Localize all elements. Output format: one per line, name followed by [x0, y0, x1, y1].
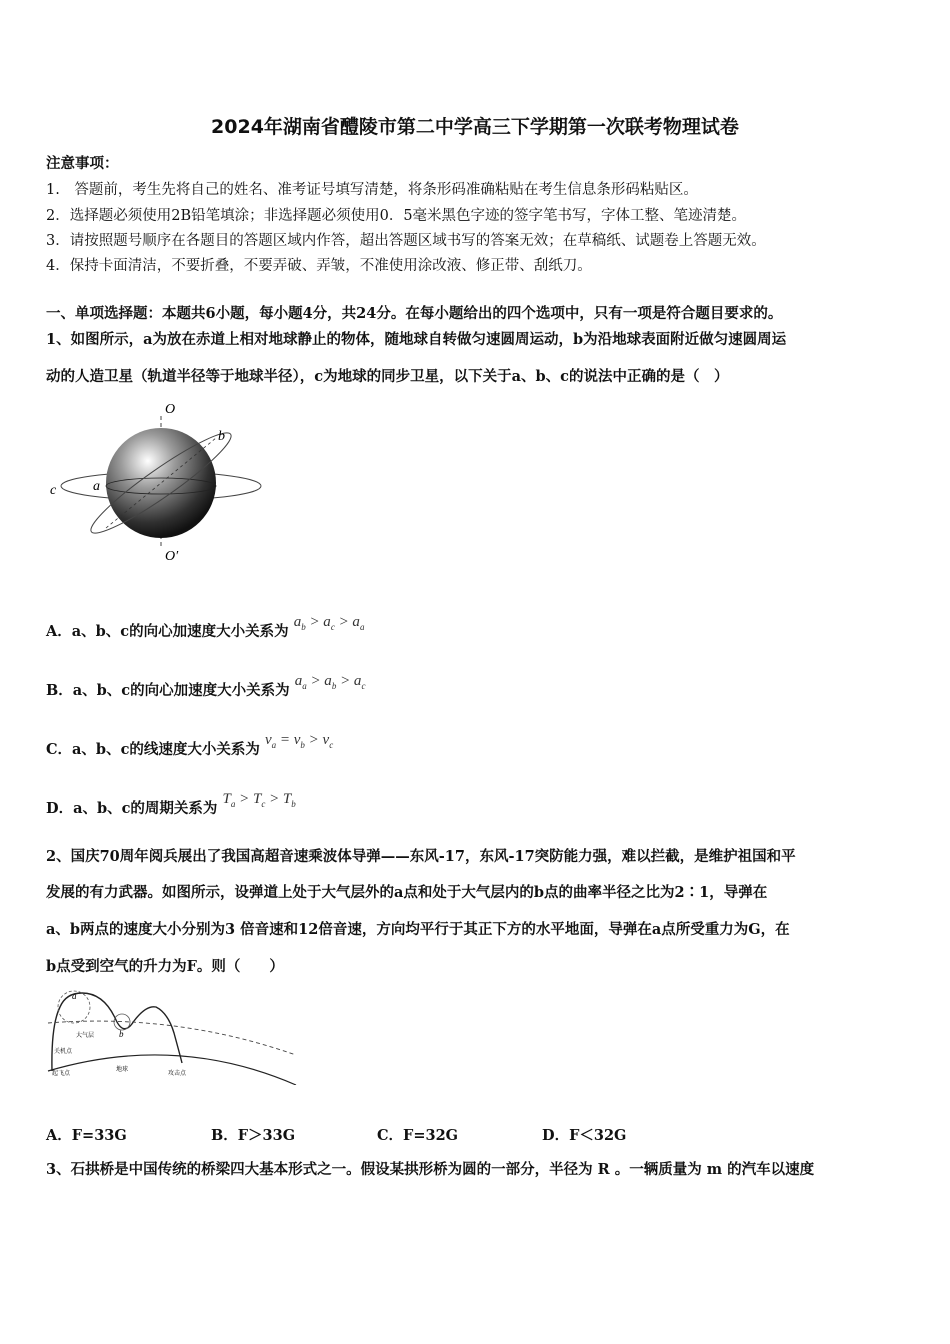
earth-sphere	[106, 428, 216, 538]
label-o: O	[165, 402, 176, 417]
label-ground: 地球	[116, 1067, 129, 1073]
option-math: $v_a = v_b > v_c$	[264, 732, 334, 750]
label-target: 攻击点	[168, 1071, 187, 1077]
q2-line: b点受到空气的升力为F。则（ ）	[46, 958, 284, 975]
trajectory	[52, 993, 182, 1071]
label-a: a	[93, 479, 100, 494]
option-text: A．a、b、c的向心加速度大小关系为	[46, 623, 289, 640]
label-shutdown: 关机点	[54, 1049, 73, 1055]
q2-line: a、b两点的速度大小分别为3 倍音速和12倍音速，方向均平行于其正下方的水平地面，导弹在a点所受重力为G，在	[46, 921, 790, 938]
label-b: b	[218, 429, 225, 444]
notice-heading: 注意事项：	[46, 155, 119, 172]
q1-option-a[interactable]	[46, 614, 365, 642]
q3-line: 3、石拱桥是中国传统的桥梁四大基本形式之一。假设某拱形桥为圆的一部分，半径为 R 。一辆质量为 m 的汽车以速度	[46, 1161, 815, 1178]
q1-earth-figure	[46, 398, 276, 568]
q1-line: 1、如图所示，a为放在赤道上相对地球静止的物体，随地球自转做匀速圆周运动，b为沿地球表面附近做匀速圆周运	[46, 331, 787, 348]
q2-line: 2、国庆70周年阅兵展出了我国高超音速乘波体导弹——东风-17，东风-17突防能力强，难以拦截，是维护祖国和平	[46, 848, 796, 865]
notice-item: 4．保持卡面清洁，不要折叠，不要弄破、弄皱，不准使用涂改液、修正带、刮纸刀。	[46, 258, 592, 274]
notice-item: 1. 答题前，考生先将自己的姓名、准考证号填写清楚，将条形码准确粘贴在考生信息条形码粘贴区。	[46, 182, 698, 198]
ground-arc	[48, 1055, 296, 1085]
q2-option-c[interactable]: C．F=32G	[377, 1127, 459, 1144]
label-takeoff: 起飞点	[52, 1071, 71, 1077]
label-atmosphere: 大气层	[76, 1033, 95, 1039]
option-math: $a_a > a_b > a_c$	[294, 673, 366, 691]
q1-line: 动的人造卫星（轨道半径等于地球半径），c为地球的同步卫星，以下关于a、b、c的说法中正确的是（ ）	[46, 368, 729, 385]
q1-option-c[interactable]	[46, 732, 334, 760]
notice-item: 3．请按照题号顺序在各题目的答题区域内作答，超出答题区域书写的答案无效；在草稿纸、试题卷上答题无效。	[46, 233, 766, 249]
option-text: C．a、b、c的线速度大小关系为	[46, 741, 260, 758]
q1-option-b[interactable]	[46, 673, 366, 701]
label-b: b	[119, 1029, 124, 1039]
q1-option-d[interactable]	[46, 791, 296, 819]
option-math: $a_b > a_c > a_a$	[293, 614, 365, 632]
page-title: 2024年湖南省醴陵市第二中学高三下学期第一次联考物理试卷	[211, 116, 739, 138]
label-c: c	[50, 483, 57, 498]
q2-option-a[interactable]: A．F=33G	[46, 1127, 127, 1144]
q2-trajectory-figure	[46, 985, 301, 1085]
option-text: D．a、b、c的周期关系为	[46, 800, 218, 817]
option-math: $T_a > T_c > T_b$	[222, 791, 296, 809]
label-a: a	[72, 991, 77, 1001]
q2-option-b[interactable]: B．F＞33G	[211, 1127, 296, 1144]
q2-line: 发展的有力武器。如图所示，设弹道上处于大气层外的a点和处于大气层内的b点的曲率半径之比为2∶1，导弹在	[46, 884, 768, 901]
section-heading: 一、单项选择题：本题共6小题，每小题4分，共24分。在每小题给出的四个选项中，只有一项是符合题目要求的。	[46, 305, 783, 322]
option-text: B．a、b、c的向心加速度大小关系为	[46, 682, 290, 699]
q2-option-d[interactable]: D．F＜32G	[542, 1127, 627, 1144]
notice-item: 2．选择题必须使用2B铅笔填涂；非选择题必须使用0．5毫米黑色字迹的签字笔书写，字体工整、笔迹清楚。	[46, 208, 747, 224]
label-o-prime: O′	[165, 549, 179, 564]
